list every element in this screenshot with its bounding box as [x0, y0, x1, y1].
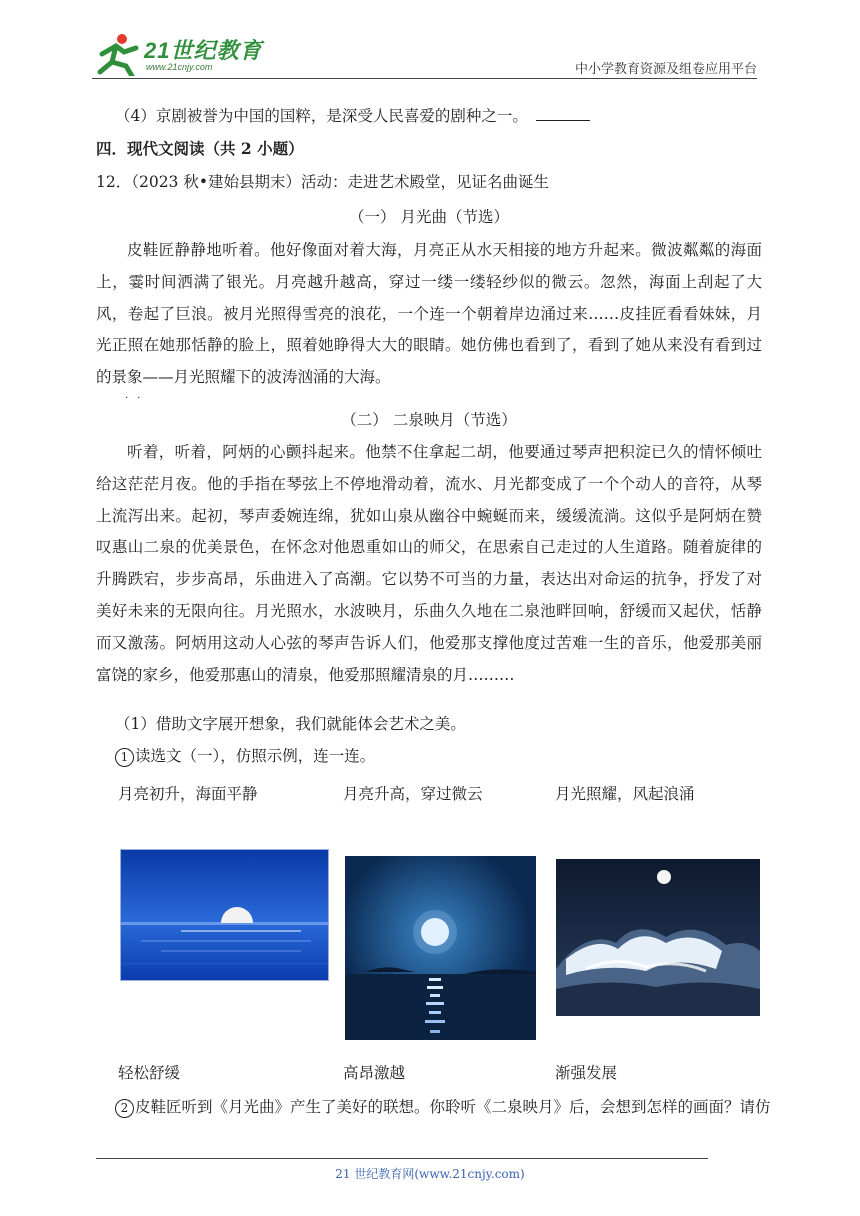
question-4-text: （4）京剧被誉为中国的国粹，是深受人民喜爱的剧种之一。: [115, 107, 528, 125]
header-platform-title: 中小学教育资源及组卷应用平台: [574, 62, 757, 77]
circled-number: 1: [115, 748, 134, 767]
question-12: 12．（2023 秋•建始县期末）活动：走进艺术殿堂，见证名曲诞生: [96, 173, 549, 191]
caption-bottom-3: 渐强发展: [555, 1064, 618, 1082]
part1-title: （一） 月光曲（节选）: [349, 208, 509, 226]
image-moon-over-water: [345, 856, 536, 1040]
logo-url: www.21cnjy.com: [146, 62, 213, 72]
caption-top-2: 月亮升高，穿过微云: [343, 785, 483, 803]
part1-text: 皮鞋匠静静地听着。他好像面对着大海，月亮正从水天相接的地方升起来。微波粼粼的海面上，霎时间洒满了银光。月亮越升越高，穿过一缕一缕轻纱似的微云。忽然，海面上刮起了大风，卷起了巨浪。被月光照得雪亮的浪花，一个连一个朝着岸边涌过来……皮挂匠看看妹妹，月光正照在她那恬静的脸上，照着她睁得大大的眼睛。她仿佛也看到了，看到了她从来没有看到过的景象——月光照耀下的波涛汹涌的大海。: [96, 241, 762, 387]
header-divider: [92, 78, 757, 79]
page-header: [92, 28, 757, 78]
image-stormy-sea-moonlight: [556, 859, 760, 1016]
page-footer[interactable]: 21 世纪教育网(www.21cnjy.com): [335, 1167, 525, 1181]
runner-logo-icon: [92, 32, 142, 76]
part2-title: （二） 二泉映月（节选）: [341, 411, 517, 429]
caption-top-3: 月光照耀，风起浪涌: [555, 785, 695, 803]
sub-question-1-b-text: 皮鞋匠听到《月光曲》产生了美好的联想。你聆听《二泉映月》后，会想到怎样的画面？请仿: [135, 1098, 771, 1116]
circled-number: 2: [115, 1099, 134, 1118]
sub-question-1: （1）借助文字展开想象，我们就能体会艺术之美。: [115, 715, 466, 733]
sub-question-1-a-text: 读选文（一），仿照示例，连一连。: [135, 747, 376, 765]
caption-top-1: 月亮初升，海面平静: [118, 785, 258, 803]
sub-question-1-b: [115, 1097, 771, 1118]
question-4: [115, 106, 590, 126]
caption-bottom-1: 轻松舒缓: [118, 1064, 181, 1082]
logo-text: 21世纪教育: [144, 38, 263, 63]
logo: [92, 32, 292, 76]
part2-text: 听着，听着，阿炳的心颤抖起来。他禁不住拿起二胡，他要通过琴声把积淀已久的情怀倾吐给这茫茫月夜。他的手指在琴弦上不停地滑动着，流水、月光都变成了一个个动人的音符，从琴上流泻出来。起初，琴声委婉连绵，犹如山泉从幽谷中蜿蜒而来，缓缓流淌。这似乎是阿炳在赞叹惠山二泉的优美景色，在怀念对他恩重如山的师父，在思索自己走过的人生道路。随着旋律的升腾跌宕，步步高昂，乐曲进入了高潮。它以势不可当的力量，表达出对命运的抗争，抒发了对美好未来的无限向往。月光照水，水波映月，乐曲久久地在二泉池畔回响，舒缓而又起伏，恬静而又激荡。阿炳用这动人心弦的琴声告诉人们，他爱那支撑他度过苦难一生的音乐，他爱那美丽富饶的家乡，他爱那惠山的清泉，他爱那照耀清泉的月………: [96, 443, 762, 684]
sub-question-1-a: [115, 746, 375, 767]
caption-bottom-2: 高昂激越: [343, 1064, 406, 1082]
answer-blank[interactable]: [536, 106, 590, 121]
image-calm-sea-rising-moon: [120, 849, 329, 981]
section-title: 四．现代文阅读（共 2 小题）: [96, 139, 304, 158]
emphasis-dots: ··: [125, 393, 150, 404]
footer-divider: [96, 1158, 708, 1159]
